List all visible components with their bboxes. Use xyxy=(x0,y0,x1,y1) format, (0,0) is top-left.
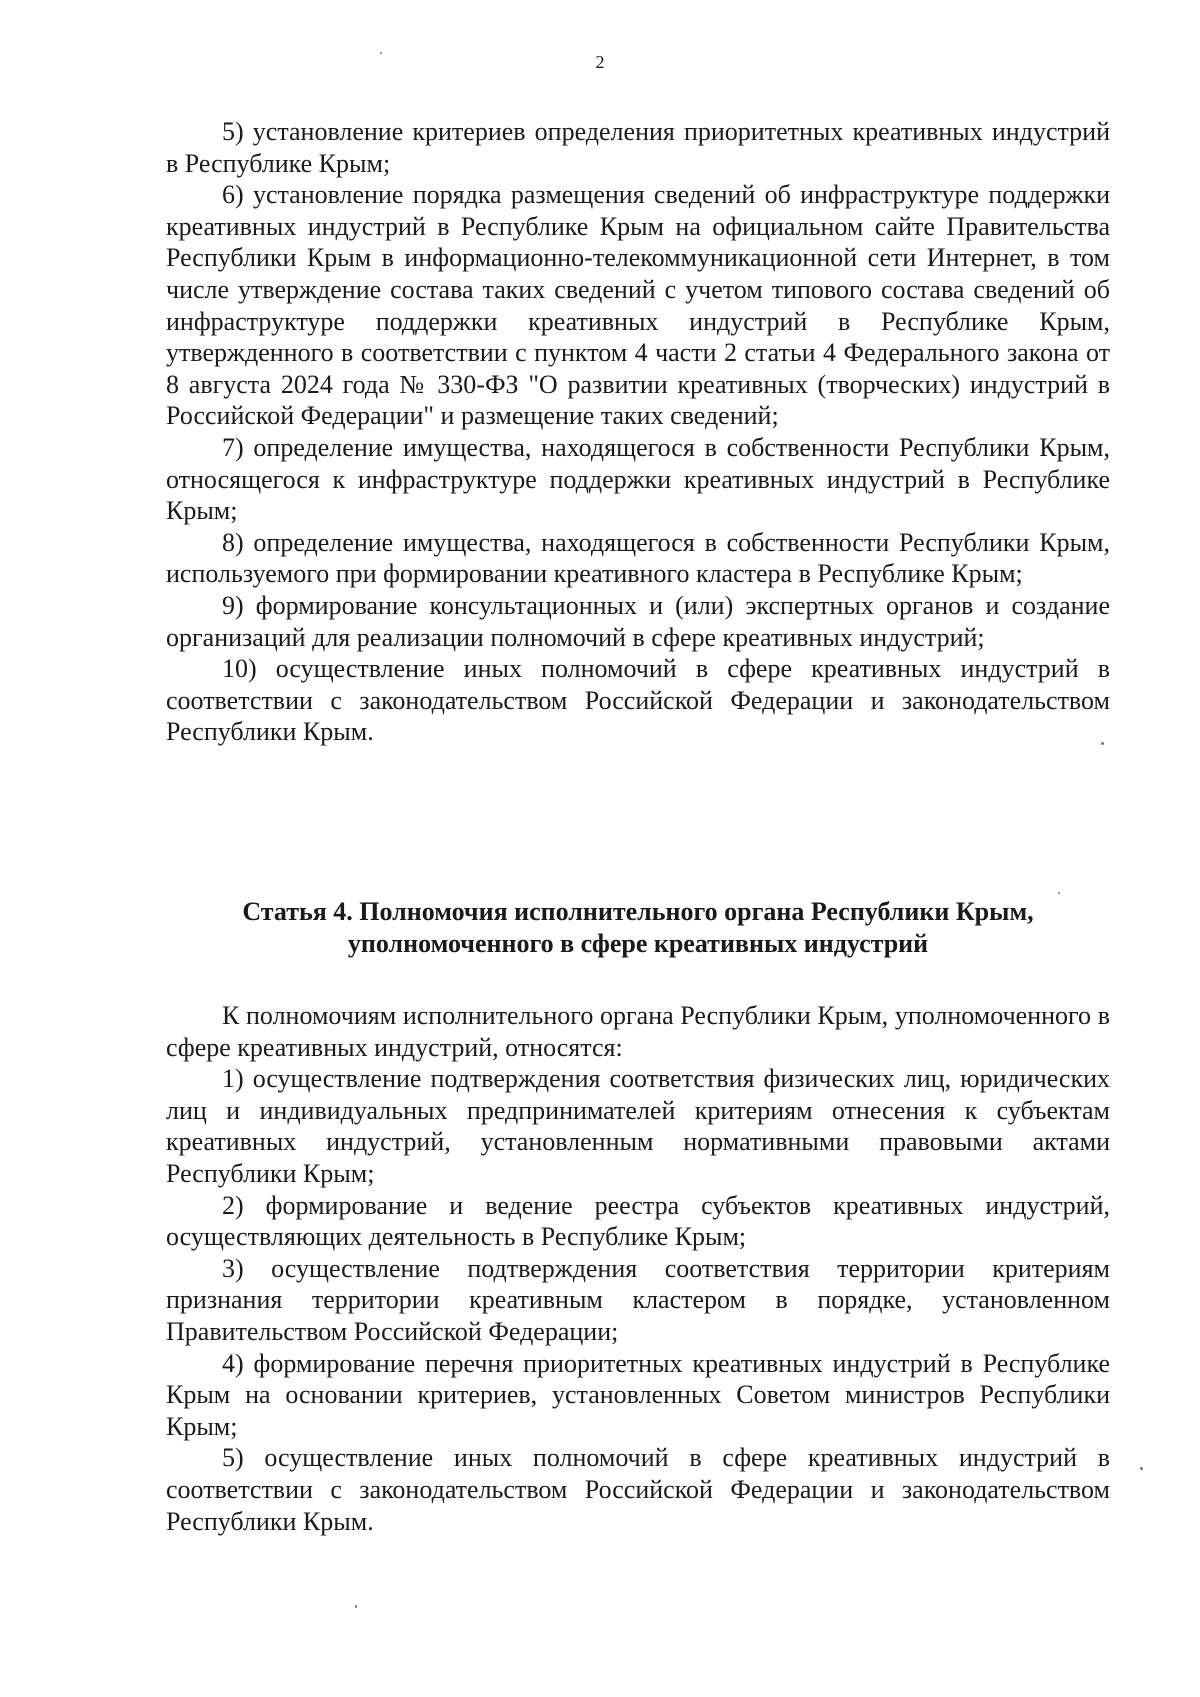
page-number: 2 xyxy=(595,52,605,72)
list-item: 5) осуществление иных полномочий в сфере креативных индустрий в соответствии с законодательством Российской Федерации и законодательством Республики Крым. xyxy=(166,1443,1110,1536)
list-item: 10) осуществление иных полномочий в сфере креативных индустрий в соответствии с законодательством Российской Федерации и законодательством Республики Крым. xyxy=(166,654,1110,747)
scan-speck xyxy=(355,1605,357,1608)
article-3-continued xyxy=(166,116,1110,748)
scan-speck xyxy=(1101,742,1104,745)
list-item: 7) определение имущества, находящегося в собственности Республики Крым, относящегося к инфраструктуре поддержки креативных индустрий в Республике Крым; xyxy=(166,432,1110,526)
list-item: 8) определение имущества, находящегося в собственности Республики Крым, используемого при формировании креативного кластера в Республике Крым; xyxy=(166,527,1110,589)
scan-speck xyxy=(380,52,382,54)
list-item: 1) осуществление подтверждения соответствия физических лиц, юридических лиц и индивидуальных предпринимателей критериям отнесения к субъектам креативных индустрий, установленным нормативными правовыми актами Республики Крым; xyxy=(166,1064,1110,1188)
article-4-heading xyxy=(166,896,1110,960)
scan-speck xyxy=(1058,892,1060,894)
article-4-title-line-1: Статья 4. Полномочия исполнительного органа Республики Крым, xyxy=(242,897,1034,926)
article-4-intro: К полномочиям исполнительного органа Республики Крым, уполномоченного в сфере креативных индустрий, относятся: xyxy=(166,1001,1110,1062)
scan-speck xyxy=(1140,1467,1143,1470)
article-4-body xyxy=(166,1000,1110,1537)
list-item: 2) формирование и ведение реестра субъектов креативных индустрий, осуществляющих деятельность в Республике Крым; xyxy=(166,1190,1110,1252)
list-item: 3) осуществление подтверждения соответствия территории критериям признания территории креативным кластером в порядке, установленном Правительством Российской Федерации; xyxy=(166,1253,1110,1346)
list-item: 4) формирование перечня приоритетных креативных индустрий в Республике Крым на основании критериев, установленных Советом министров Республики Крым; xyxy=(166,1348,1110,1441)
list-item: 5) установление критериев определения приоритетных креативных индустрий в Республике Крым; xyxy=(166,117,1110,178)
list-item: 6) установление порядка размещения сведений об инфраструктуре поддержки креативных индустрий в Республике Крым на официальном сайте Правительства Республики Крым в информационно-телекоммуникационной сети Интернет, в том числе утверждение состава таких сведений с учетом типового состава сведений об инфраструктуре поддержки креативных индустрий в Республике Крым, утвержденного в соответствии с пунктом 4 части 2 статьи 4 Федерального закона от 8 августа 2024 года № 330-ФЗ "О развитии креативных (творческих) индустрий в Российской Федерации" и размещение таких сведений; xyxy=(166,180,1110,431)
article-4-title-line-2: уполномоченного в сфере креативных индустрий xyxy=(347,929,929,958)
list-item: 9) формирование консультационных и (или) экспертных органов и создание организаций для реализации полномочий в сфере креативных индустрий; xyxy=(166,590,1110,652)
